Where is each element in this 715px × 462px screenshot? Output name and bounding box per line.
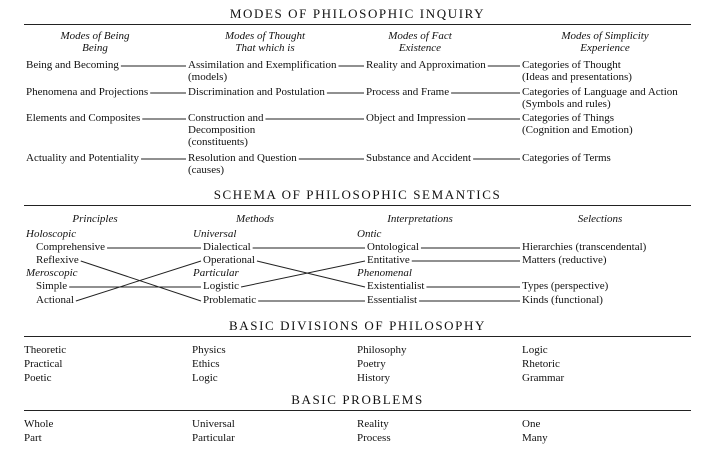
modes-r1-c3: Reality and Approximation — [366, 59, 486, 71]
problems-col-3 — [357, 417, 391, 445]
problems-rule — [24, 410, 691, 411]
problem-part: Part — [24, 432, 42, 444]
modes-r1-c2-line2: (models) — [188, 71, 228, 83]
modes-header-simplicity-line1: Modes of Simplicity — [561, 30, 649, 42]
schema-header-principles: Principles — [72, 213, 118, 225]
modes-r1-c2 — [188, 59, 336, 83]
modes-r2-c4-line1: Categories of Language and Action — [522, 86, 678, 98]
division-philosophy: Philosophy — [357, 344, 407, 356]
interpretation-entitative: Entitative — [367, 254, 410, 266]
division-logic: Logic — [192, 372, 218, 384]
modes-r3-c4 — [522, 112, 633, 136]
modes-header-being-line1: Modes of Being — [60, 30, 130, 42]
modes-r1-c4-line1: Categories of Thought — [522, 59, 621, 71]
problem-many: Many — [522, 432, 548, 444]
modes-header-being — [40, 30, 150, 54]
principle-comprehensive: Comprehensive — [36, 241, 106, 253]
principles-group-meroscopic: Meroscopic — [26, 267, 78, 279]
selection-types: Types (perspective) — [522, 280, 609, 292]
modes-r4-c2 — [188, 152, 297, 176]
division-rhetoric: Rhetoric — [522, 358, 560, 370]
modes-header-fact-line2: Existence — [398, 42, 442, 54]
principle-reflexive: Reflexive — [36, 254, 79, 266]
interpretation-existentialist: Existentialist — [367, 280, 425, 292]
division-logic-arts: Logic — [522, 344, 548, 356]
modes-r4-c4 — [522, 152, 611, 164]
modes-header-fact — [360, 30, 480, 54]
modes-header-thought — [200, 30, 330, 54]
interpretations-group-phenomenal: Phenomenal — [357, 267, 412, 279]
modes-header-being-line2: Being — [82, 42, 108, 54]
divisions-col-1 — [24, 343, 66, 385]
modes-r2-c4-line2: (Symbols and rules) — [522, 98, 611, 110]
divisions-rule — [24, 336, 691, 337]
divisions-title: BASIC DIVISIONS OF PHILOSOPHY — [229, 318, 486, 333]
modes-r3-c2-line1: Construction and — [188, 112, 264, 124]
modes-r3-c2-line3: (constituents) — [188, 136, 248, 148]
problems-col-2 — [192, 417, 235, 445]
method-operational: Operational — [203, 254, 255, 266]
interpretations-group-ontic: Ontic — [357, 228, 382, 240]
modes-header-thought-line2: That which is — [235, 42, 295, 54]
modes-r3-c4-line1: Categories of Things — [522, 112, 615, 124]
modes-r4-c2-line2: (causes) — [188, 164, 225, 176]
problem-particular: Particular — [192, 432, 235, 444]
modes-rule — [24, 24, 691, 25]
modes-r2-c2-line1: Discrimination and Postulation — [188, 86, 325, 98]
modes-r4-c2-line1: Resolution and Question — [188, 152, 297, 164]
division-grammar: Grammar — [522, 372, 565, 384]
modes-r3-c4-line2: (Cognition and Emotion) — [522, 124, 633, 136]
divisions-col-4 — [522, 343, 564, 385]
interpretation-essentialist: Essentialist — [367, 294, 418, 306]
division-physics: Physics — [192, 344, 226, 356]
modes-r1-c4-line2: (Ideas and presentations) — [522, 71, 632, 83]
divisions-col-3 — [357, 343, 407, 385]
problems-col-4 — [522, 417, 548, 445]
schema-header-selections: Selections — [577, 213, 623, 225]
modes-r3-c3: Object and Impression — [366, 112, 466, 124]
modes-r2-c4 — [522, 86, 678, 110]
modes-r3-c1: Elements and Composites — [26, 112, 141, 124]
modes-r2-c2 — [188, 86, 325, 98]
modes-r2-c3: Process and Frame — [366, 86, 450, 98]
division-poetic: Poetic — [24, 372, 52, 384]
problem-process: Process — [357, 432, 391, 444]
modes-r3-c2 — [188, 112, 263, 148]
principle-actional: Actional — [36, 294, 74, 306]
division-history: History — [357, 372, 390, 384]
division-poetry: Poetry — [357, 358, 386, 370]
modes-r4-c3: Substance and Accident — [366, 152, 472, 164]
modes-header-thought-line1: Modes of Thought — [224, 30, 306, 42]
modes-r1-c2-line1: Assimilation and Exemplification — [188, 59, 337, 71]
schema-title: SCHEMA OF PHILOSOPHIC SEMANTICS — [213, 187, 502, 202]
method-problematic: Problematic — [203, 294, 257, 306]
method-logistic: Logistic — [203, 280, 240, 292]
methods-group-universal: Universal — [193, 228, 237, 240]
principles-group-holoscopic: Holoscopic — [26, 228, 77, 240]
interpretation-ontological: Ontological — [367, 241, 419, 253]
division-practical: Practical — [24, 358, 63, 370]
problem-whole: Whole — [24, 418, 54, 430]
modes-title: MODES OF PHILOSOPHIC INQUIRY — [229, 6, 486, 21]
schema-rule — [24, 205, 691, 206]
division-ethics: Ethics — [192, 358, 220, 370]
schema-link-logistic-entitative — [241, 261, 365, 287]
modes-r1-c1: Being and Becoming — [26, 59, 119, 71]
problems-title: BASIC PROBLEMS — [291, 392, 424, 407]
modes-r2-c1: Phenomena and Projections — [26, 86, 149, 98]
problem-universal: Universal — [192, 418, 235, 430]
modes-r1-c4 — [522, 59, 632, 83]
modes-r3-c2-line2: Decomposition — [188, 124, 256, 136]
schema-header-methods: Methods — [236, 213, 274, 225]
divisions-col-2 — [192, 343, 226, 385]
selection-matters: Matters (reductive) — [522, 254, 607, 266]
division-theoretic: Theoretic — [24, 344, 67, 356]
schema-header-interpretations: Interpretations — [387, 213, 453, 225]
modes-r4-c4-line1: Categories of Terms — [522, 152, 611, 164]
problem-reality: Reality — [357, 418, 389, 430]
problems-col-1 — [24, 417, 53, 445]
modes-header-simplicity — [540, 30, 670, 54]
modes-header-fact-line1: Modes of Fact — [388, 30, 452, 42]
problem-one: One — [522, 418, 541, 430]
modes-r4-c1: Actuality and Potentiality — [26, 152, 140, 164]
methods-group-particular: Particular — [193, 267, 239, 279]
method-dialectical: Dialectical — [203, 241, 251, 253]
modes-header-simplicity-line2: Experience — [580, 42, 630, 54]
principle-simple: Simple — [36, 280, 68, 292]
selection-kinds: Kinds (functional) — [522, 294, 603, 306]
selection-hierarchies: Hierarchies (transcendental) — [522, 241, 647, 253]
